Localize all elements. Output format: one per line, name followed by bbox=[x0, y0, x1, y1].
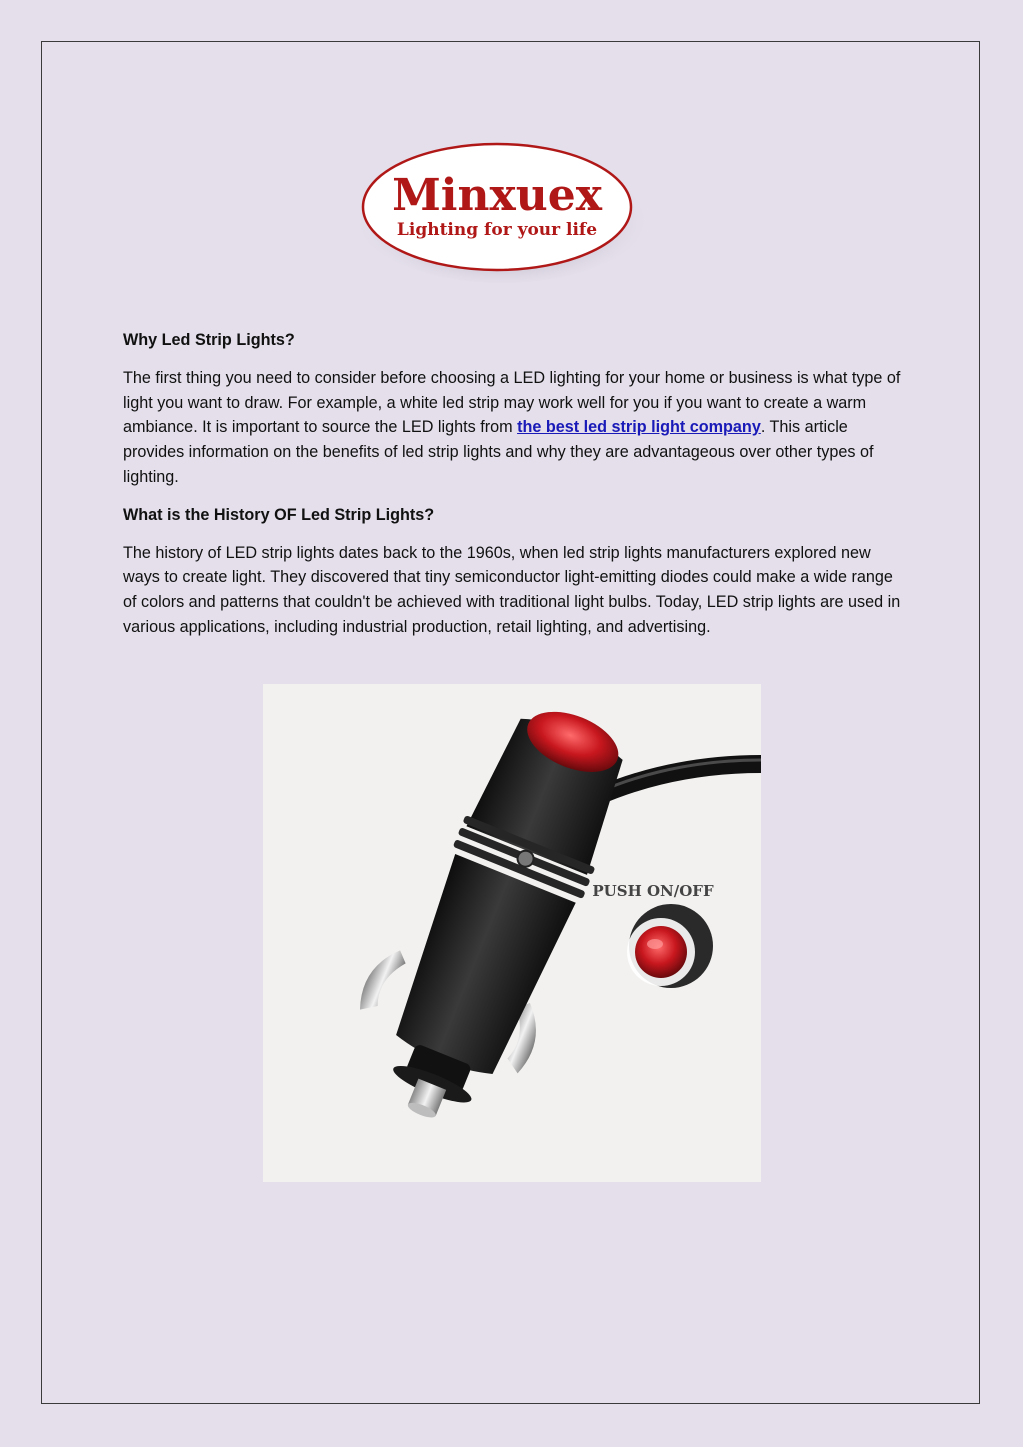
section-paragraph-why bbox=[123, 366, 903, 490]
paragraph-text-after-link: . This article provides information on the benefits of led strip lights and why they are advantageous over other types of lighting. bbox=[123, 418, 874, 486]
car-plug-product-photo bbox=[263, 684, 761, 1182]
section-paragraph-history: The history of LED strip lights dates back to the 1960s, when led strip lights manufacturers explored new ways to create light. They discovered that tiny semiconductor light-emitting diodes could make a wide range of colors and patterns that couldn't be achieved with traditional light bulbs. Today, LED strip lights are used in various applications, including industrial production, retail lighting, and advertising. bbox=[123, 543, 901, 636]
minxuex-logo bbox=[350, 135, 650, 285]
plug-body bbox=[327, 684, 655, 1145]
section-heading-history: What is the History OF Led Strip Lights? bbox=[123, 505, 435, 524]
section-heading-why: Why Led Strip Lights? bbox=[123, 331, 295, 349]
paragraph-text-before-link: The first thing you need to consider before choosing a LED lighting for your home or business is what type of light you want to draw. For example, a white led strip may work well for you if you want to create a warm ambiance. It is important to source the LED lights from bbox=[123, 368, 901, 437]
logo-tagline: Lighting for your life bbox=[396, 220, 598, 240]
push-on-off-label: PUSH ON/OFF bbox=[592, 882, 714, 900]
best-led-strip-company-link[interactable]: the best led strip light company bbox=[517, 418, 761, 437]
logo-brand: Minxuex bbox=[392, 170, 602, 221]
article-body bbox=[123, 328, 903, 653]
button-closeup-red bbox=[635, 926, 687, 978]
